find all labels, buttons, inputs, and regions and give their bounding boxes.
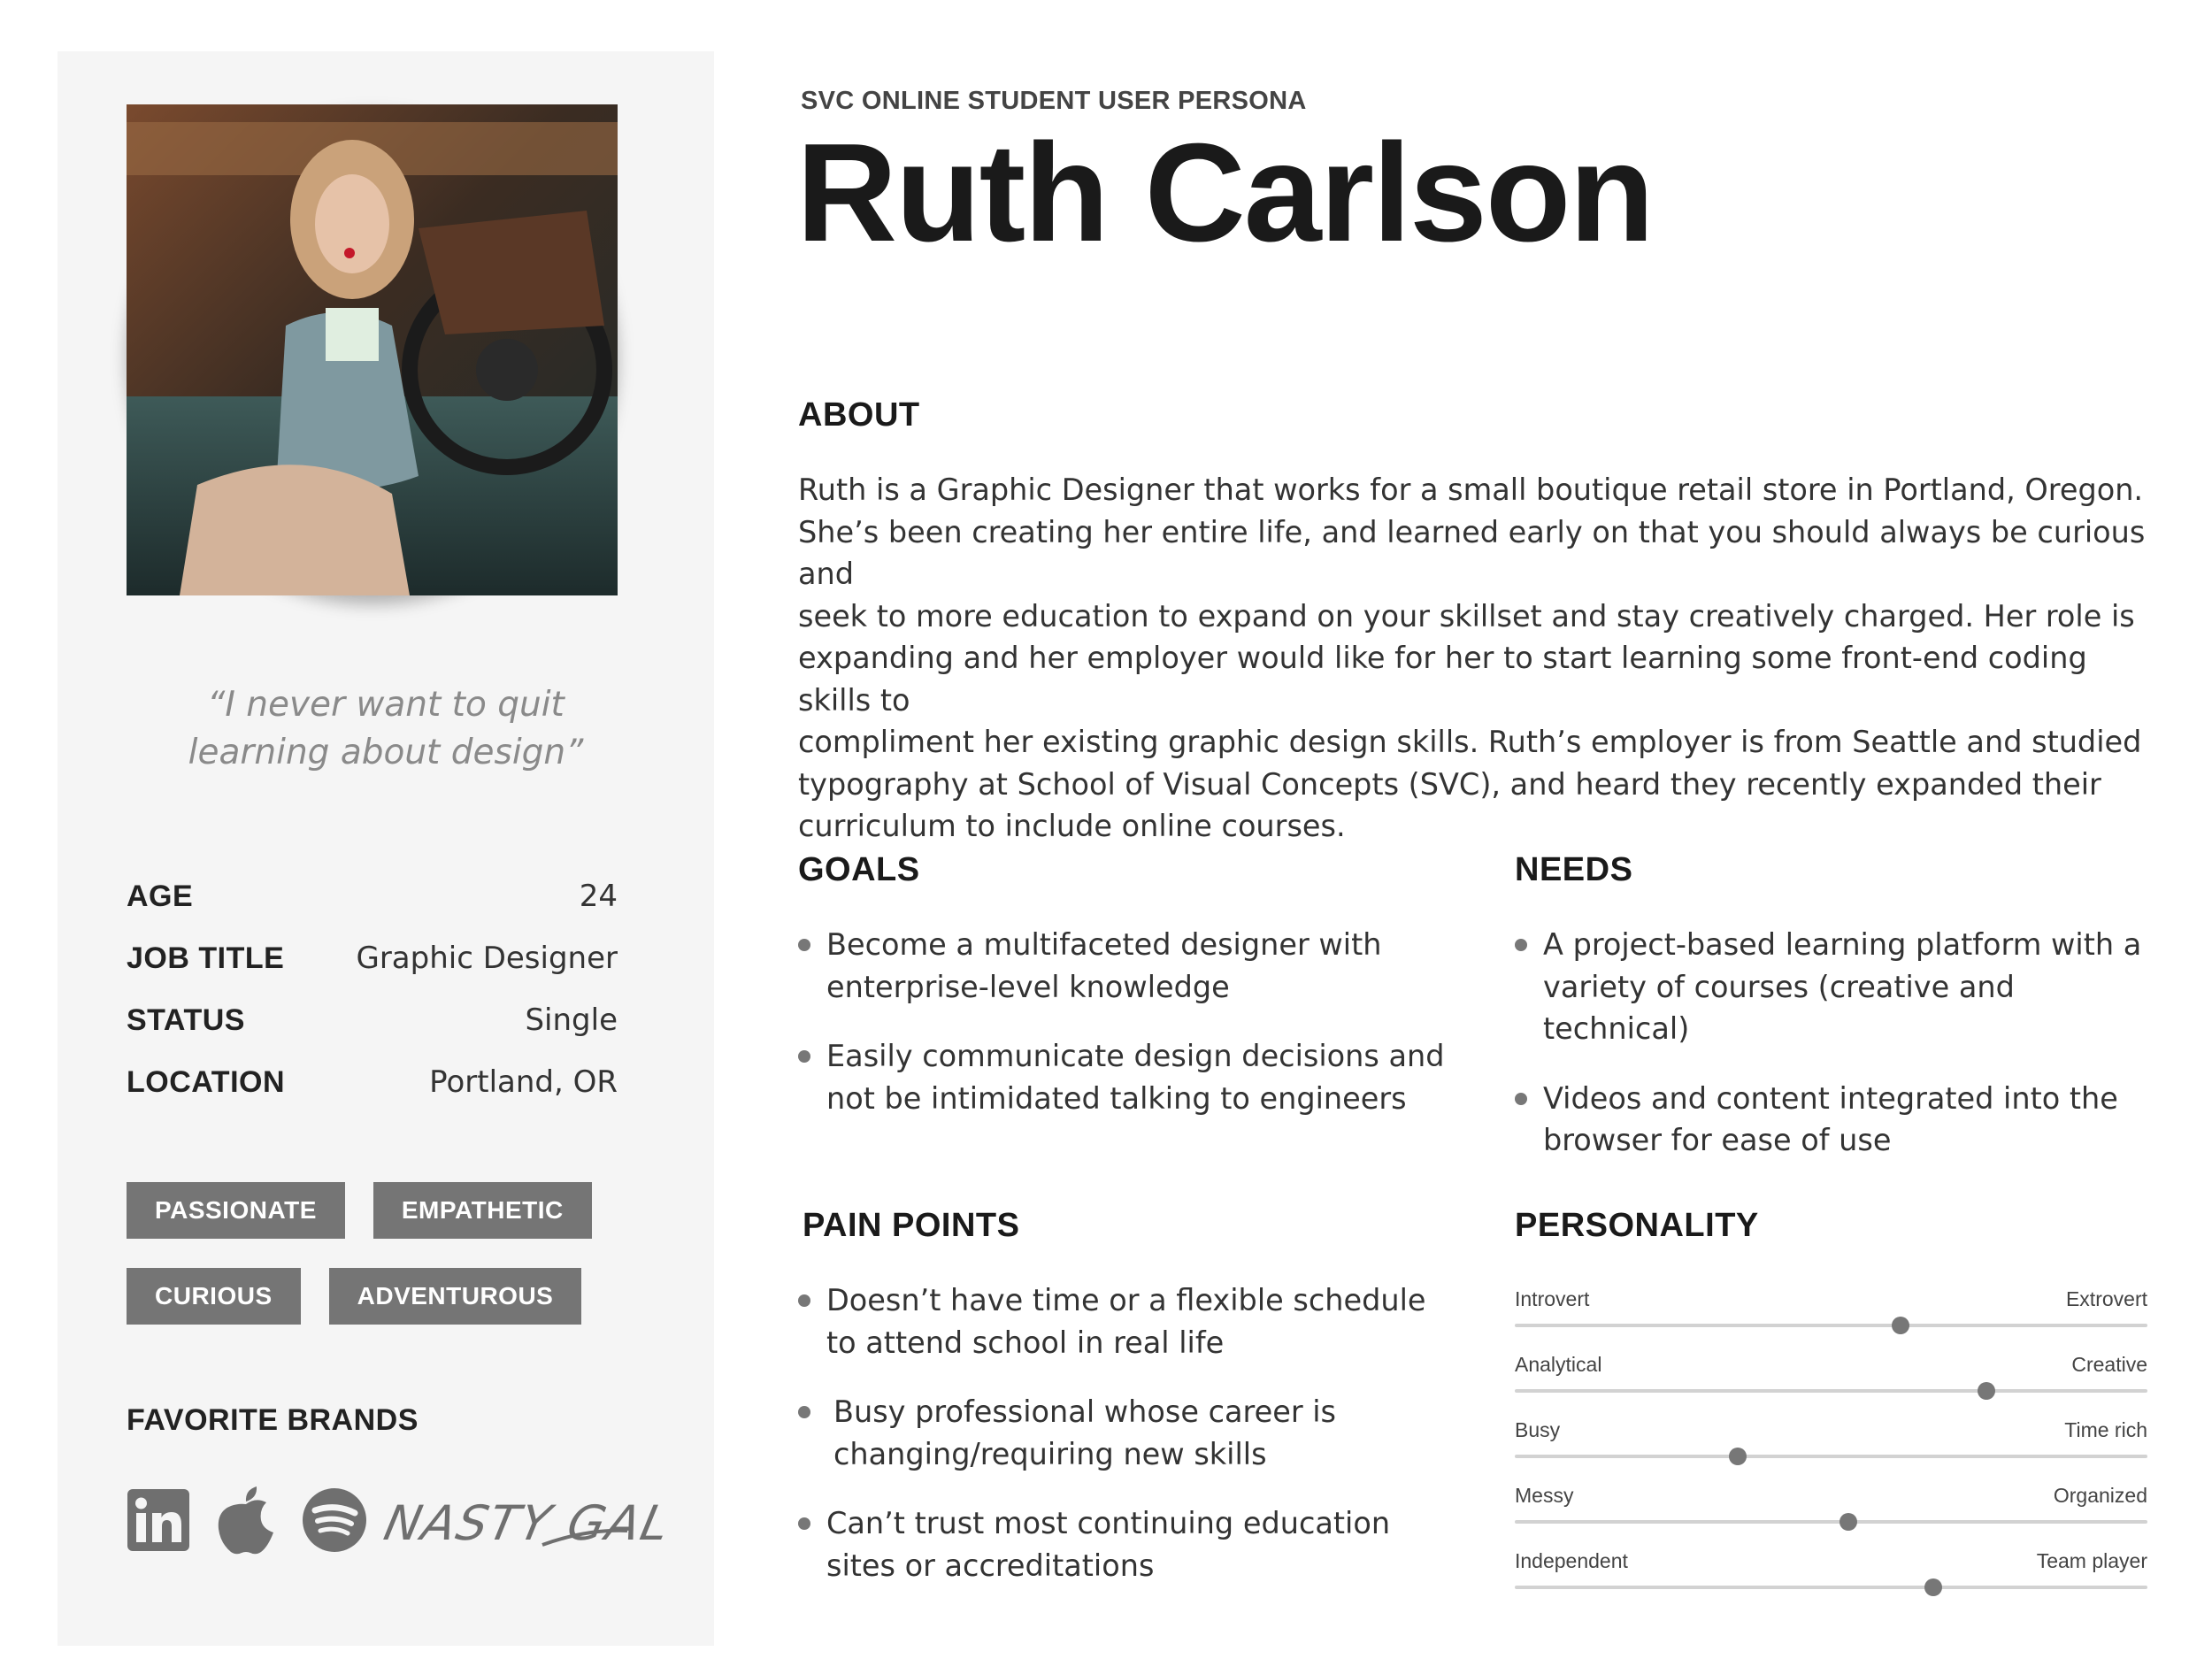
item-line: changing/requiring new skills [833,1436,1267,1471]
needs-list [1515,924,2170,1189]
about-line: expanding and her employer would like for her to start learning some front-end coding skills to [798,641,2087,718]
fact-row-location [127,1051,618,1113]
brands-heading: FAVORITE BRANDS [127,1403,419,1437]
brand-logos [127,1476,676,1564]
item-line: enterprise-level knowledge [826,969,1230,1004]
trait-right-label: Extrovert [2065,1287,2147,1310]
needs-heading: NEEDS [1515,851,1633,888]
persona-quote [93,681,679,777]
fact-row-job-title [127,927,618,989]
trait-analytical-creative [1515,1353,2147,1418]
persona-name: Ruth Carlson [796,115,1653,271]
list-item [798,1502,1453,1586]
item-line: not be intimidated talking to engineers [826,1080,1407,1116]
item-line: sites or accreditations [826,1548,1155,1583]
demographics [127,865,618,1113]
persona-sidebar [58,51,714,1646]
item-line: Doesn’t have time or a flexible schedule [826,1283,1426,1317]
quote-line-2: learning about design” [188,733,584,772]
bullet-icon [798,1517,810,1530]
bullet-icon [798,1294,810,1307]
list-item [798,1279,1453,1363]
bullet-icon [798,939,810,951]
slider-knob [1892,1317,1909,1334]
item-line: to attend school in real life [826,1325,1225,1360]
slider-track [1515,1586,2147,1589]
trait-busy-time-rich [1515,1418,2147,1484]
trait-tags [127,1182,657,1354]
tag-curious: CURIOUS [127,1268,301,1325]
slider-track [1515,1389,2147,1393]
avatar-photo [127,104,618,595]
list-item [798,1391,1453,1475]
trait-left-label: Busy [1515,1418,1561,1441]
spotify-icon [302,1487,367,1553]
pain-points-list [798,1279,1453,1614]
list-item [1515,924,2170,1050]
trait-left-label: Independent [1515,1549,1628,1572]
pain-points-heading: PAIN POINTS [803,1207,1020,1244]
item-line: Videos and content integrated into the [1543,1080,2118,1116]
slider-knob [1729,1448,1747,1465]
persona-kicker: SVC ONLINE STUDENT USER PERSONA [801,87,1307,115]
fact-label: JOB TITLE [127,941,285,975]
about-line: curriculum to include online courses. [798,809,1346,843]
slider-knob [1839,1513,1857,1531]
trait-right-label: Organized [2053,1484,2147,1507]
list-item [798,924,1453,1008]
bullet-icon [1515,1093,1527,1105]
about-line: typography at School of Visual Concepts (SVC), and heard they recently expanded their [798,766,2101,802]
bullet-icon [1515,939,1527,951]
tag-empathetic: EMPATHETIC [373,1182,592,1239]
personality-scales [1515,1287,2147,1615]
about-line: compliment her existing graphic design skills. Ruth’s employer is from Seattle and studied [798,725,2142,759]
trait-introvert-extrovert [1515,1287,2147,1353]
item-line: Can’t trust most continuing education [826,1506,1391,1540]
linkedin-icon [127,1488,190,1552]
about-line: Ruth is a Graphic Designer that works for a small boutique retail store in Portland, Oregon. [798,472,2144,507]
fact-label: AGE [127,879,194,913]
fact-value: Graphic Designer [356,941,618,976]
item-line: browser for ease of use [1543,1123,1892,1157]
personality-heading: PERSONALITY [1515,1207,1759,1244]
tag-passionate: PASSIONATE [127,1182,345,1239]
slider-track [1515,1520,2147,1524]
svg-text:NASTY GAL: NASTY GAL [379,1494,676,1551]
about-text [798,469,2152,848]
slider-knob [1924,1578,1942,1596]
item-line: Become a multifaceted designer with [826,927,1382,962]
list-item [798,1035,1453,1119]
trait-independent-team-player [1515,1549,2147,1615]
slider-knob [1978,1382,1995,1400]
goals-list [798,924,1453,1147]
about-line: seek to more education to expand on your skillset and stay creatively charged. Her role is [798,598,2135,634]
fact-value: Portland, OR [429,1064,618,1100]
list-item [1515,1078,2170,1162]
trait-left-label: Introvert [1515,1287,1590,1310]
fact-value: 24 [579,879,618,914]
tag-adventurous: ADVENTUROUS [329,1268,582,1325]
trait-right-label: Creative [2071,1353,2147,1376]
trait-left-label: Analytical [1515,1353,1602,1376]
item-line: variety of courses (creative and technical) [1543,969,2015,1046]
quote-line-1: “I never want to quit [207,685,565,725]
apple-icon [215,1485,277,1555]
about-line: She’s been creating her entire life, and learned early on that you should always be curious and [798,514,2146,591]
nasty-gal-logo [379,1476,676,1564]
trait-left-label: Messy [1515,1484,1574,1507]
bullet-icon [798,1050,810,1063]
fact-label: LOCATION [127,1064,286,1099]
trait-messy-organized [1515,1484,2147,1549]
item-line: Busy professional whose career is [833,1394,1336,1429]
fact-value: Single [525,1002,618,1038]
bullet-icon [798,1406,810,1418]
fact-row-status [127,989,618,1051]
slider-track [1515,1324,2147,1327]
fact-row-age [127,865,618,927]
slider-track [1515,1455,2147,1458]
fact-label: STATUS [127,1002,245,1037]
item-line: Easily communicate design decisions and [826,1039,1445,1073]
about-heading: ABOUT [798,396,920,434]
goals-heading: GOALS [798,851,920,888]
item-line: A project-based learning platform with a [1543,927,2142,962]
trait-right-label: Time rich [2064,1418,2147,1441]
trait-right-label: Team player [2036,1549,2147,1572]
